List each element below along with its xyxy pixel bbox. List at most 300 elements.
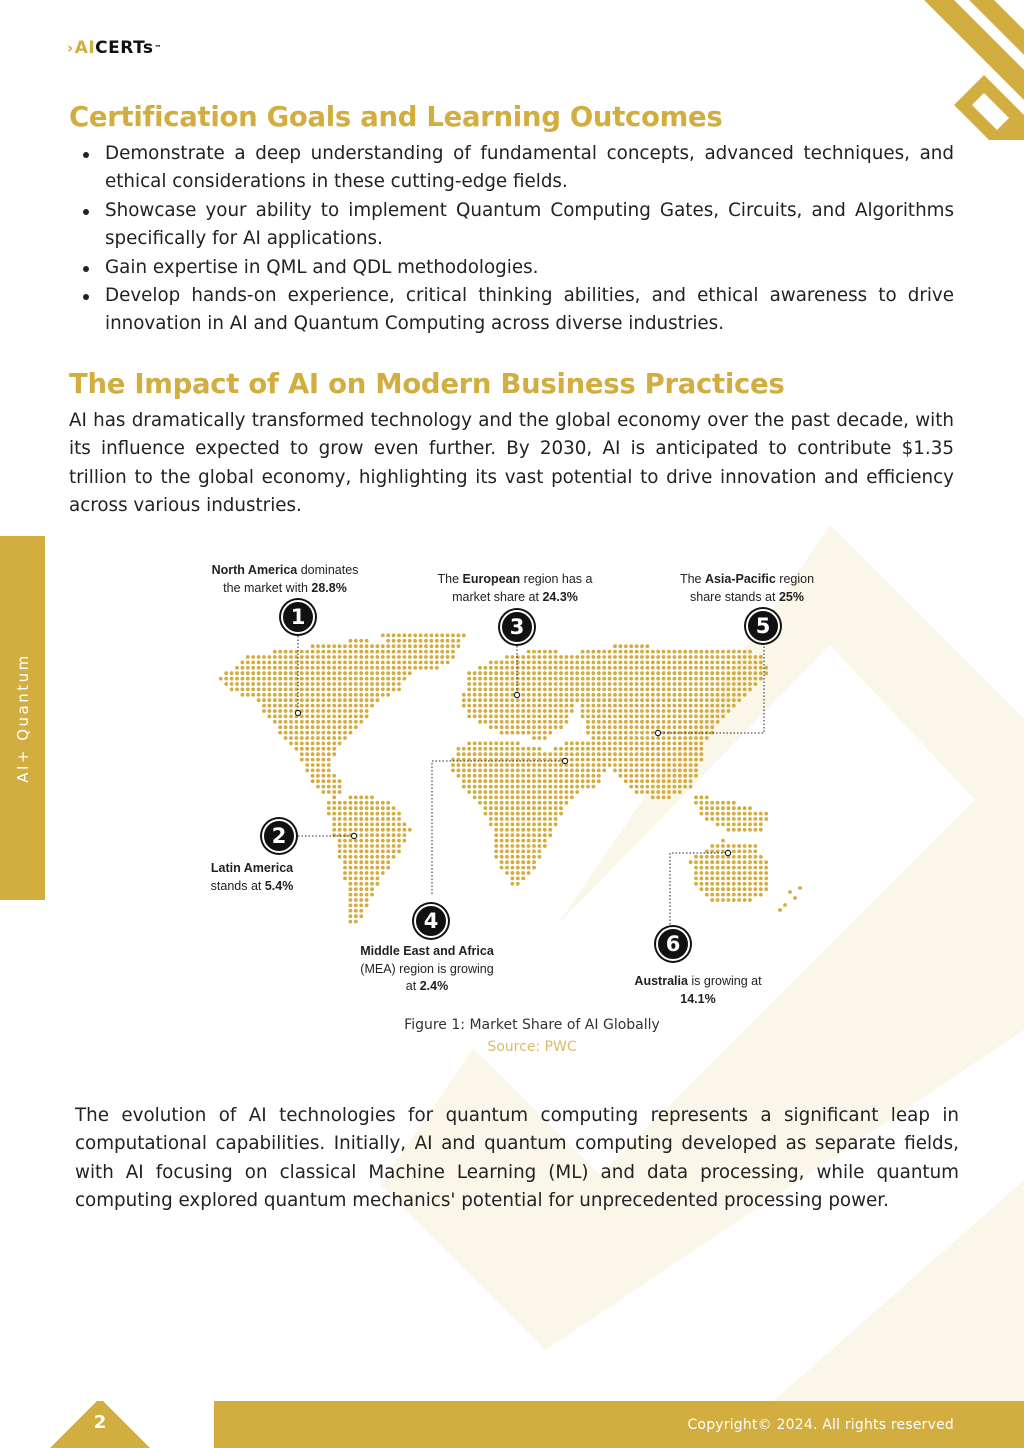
map-dot: [559, 812, 563, 816]
map-dot: [694, 704, 698, 708]
map-dot: [332, 666, 336, 670]
map-dot: [246, 671, 250, 675]
map-dot: [548, 752, 552, 756]
map-dot: [516, 855, 520, 859]
map-dot: [565, 682, 569, 686]
map-dot: [640, 790, 644, 794]
map-dot: [316, 688, 320, 692]
map-dot: [689, 769, 693, 773]
map-dot: [629, 758, 633, 762]
map-dot: [705, 709, 709, 713]
map-dot: [354, 904, 358, 908]
map-dot: [754, 850, 758, 854]
map-dot: [705, 688, 709, 692]
map-dot: [278, 677, 282, 681]
map-dot: [397, 655, 401, 659]
map-dot: [608, 661, 612, 665]
map-dot: [494, 693, 498, 697]
map-dot: [268, 688, 272, 692]
map-dot: [619, 704, 623, 708]
map-dot: [613, 655, 617, 659]
map-dot: [737, 693, 741, 697]
map-dot: [743, 893, 747, 897]
map-dot: [640, 774, 644, 778]
map-dot: [354, 715, 358, 719]
map-dot: [581, 758, 585, 762]
corner-chevron-decoration: [914, 0, 1024, 140]
map-dot: [548, 731, 552, 735]
map-dot: [764, 871, 768, 875]
map-dot: [397, 661, 401, 665]
map-dot: [640, 763, 644, 767]
map-dot: [673, 779, 677, 783]
map-dot: [646, 693, 650, 697]
map-dot: [548, 650, 552, 654]
map-dot: [500, 661, 504, 665]
map-dot: [640, 720, 644, 724]
map-dot: [386, 823, 390, 827]
map-dot: [359, 812, 363, 816]
map-dot: [705, 801, 709, 805]
map-dot: [343, 806, 347, 810]
map-dot: [716, 806, 720, 810]
map-dot: [311, 644, 315, 648]
map-dot: [322, 725, 326, 729]
map-dot: [640, 661, 644, 665]
map-dot: [408, 639, 412, 643]
map-dot: [332, 715, 336, 719]
map-dot: [354, 855, 358, 859]
map-dot: [548, 677, 552, 681]
map-dot: [397, 682, 401, 686]
map-dot: [284, 731, 288, 735]
map-dot: [721, 661, 725, 665]
map-dot: [338, 650, 342, 654]
map-dot: [257, 698, 261, 702]
map-dot: [629, 742, 633, 746]
map-dot: [322, 709, 326, 713]
map-dot: [327, 644, 331, 648]
map-dot: [349, 801, 353, 805]
map-dot: [678, 688, 682, 692]
map-dot: [424, 634, 428, 638]
map-dot: [710, 887, 714, 891]
map-dot: [754, 655, 758, 659]
map-dot: [538, 720, 542, 724]
map-dot: [678, 763, 682, 767]
map-dot: [494, 839, 498, 843]
map-dot: [662, 671, 666, 675]
map-dot: [376, 839, 380, 843]
map-dot: [354, 801, 358, 805]
map-dot: [327, 661, 331, 665]
map-dot: [662, 725, 666, 729]
map-dot: [570, 752, 574, 756]
map-dot: [737, 850, 741, 854]
map-dot: [359, 823, 363, 827]
map-dot: [349, 844, 353, 848]
map-dot: [386, 661, 390, 665]
map-dot: [548, 817, 552, 821]
map-dot: [392, 677, 396, 681]
map-dot: [694, 758, 698, 762]
map-dot: [651, 774, 655, 778]
map-dot: [700, 655, 704, 659]
map-dot: [489, 752, 493, 756]
map-dot: [327, 704, 331, 708]
map-dot: [332, 650, 336, 654]
map-dot: [311, 709, 315, 713]
map-dot: [343, 823, 347, 827]
map-dot: [408, 644, 412, 648]
map-dot: [300, 731, 304, 735]
map-dot: [305, 698, 309, 702]
map-dot: [289, 725, 293, 729]
map-dot: [602, 725, 606, 729]
map-dot: [646, 666, 650, 670]
map-dot: [386, 639, 390, 643]
map-dot: [478, 698, 482, 702]
map-dot: [349, 731, 353, 735]
map-dot: [732, 877, 736, 881]
map-dot: [322, 704, 326, 708]
map-dot: [783, 903, 787, 907]
map-dot: [629, 693, 633, 697]
map-dot: [683, 769, 687, 773]
map-dot: [570, 698, 574, 702]
map-dot: [635, 698, 639, 702]
map-dot: [359, 650, 363, 654]
map-dot: [565, 661, 569, 665]
map-dot: [527, 779, 531, 783]
leader-end-marker: [514, 692, 519, 697]
map-dot: [678, 736, 682, 740]
map-dot: [565, 698, 569, 702]
map-dot: [581, 677, 585, 681]
map-dot: [500, 769, 504, 773]
map-dot: [592, 731, 596, 735]
map-dot: [748, 823, 752, 827]
map-dot: [721, 871, 725, 875]
map-dot: [505, 709, 509, 713]
map-dot: [570, 779, 574, 783]
map-dot: [575, 682, 579, 686]
map-dot: [370, 828, 374, 832]
map-dot: [592, 715, 596, 719]
map-dot: [516, 877, 520, 881]
map-dot: [548, 682, 552, 686]
map-dot: [338, 790, 342, 794]
map-dot: [538, 752, 542, 756]
map-dot: [683, 688, 687, 692]
map-dot: [570, 742, 574, 746]
map-dot: [554, 817, 558, 821]
map-dot: [489, 661, 493, 665]
map-dot: [721, 812, 725, 816]
map-dot: [651, 796, 655, 800]
map-dot: [403, 639, 407, 643]
map-dot: [700, 855, 704, 859]
map-dot: [500, 709, 504, 713]
map-dot: [694, 661, 698, 665]
map-dot: [737, 844, 741, 848]
map-dot: [343, 720, 347, 724]
map-dot: [322, 677, 326, 681]
map-dot: [332, 779, 336, 783]
map-dot: [392, 655, 396, 659]
map-dot: [365, 796, 369, 800]
map-dot: [494, 671, 498, 675]
map-dot: [532, 844, 536, 848]
map-dot: [788, 890, 792, 894]
map-dot: [538, 790, 542, 794]
map-dot: [521, 731, 525, 735]
map-dot: [700, 661, 704, 665]
map-dot: [322, 720, 326, 724]
map-dot: [651, 715, 655, 719]
map-dot: [656, 704, 660, 708]
map-dot: [435, 644, 439, 648]
map-dot: [527, 763, 531, 767]
map-dot: [575, 790, 579, 794]
map-dot: [737, 860, 741, 864]
map-dot: [748, 661, 752, 665]
map-dot: [565, 747, 569, 751]
map-dot: [532, 698, 536, 702]
map-dot: [521, 769, 525, 773]
map-dot: [554, 720, 558, 724]
map-dot: [392, 671, 396, 675]
map-dot: [748, 671, 752, 675]
map-dot: [716, 715, 720, 719]
map-dot: [349, 887, 353, 891]
map-dot: [575, 769, 579, 773]
map-dot: [575, 698, 579, 702]
map-dot: [489, 812, 493, 816]
map-dot: [640, 731, 644, 735]
map-dot: [554, 682, 558, 686]
map-dot: [754, 671, 758, 675]
map-dot: [743, 817, 747, 821]
map-dot: [359, 801, 363, 805]
map-dot: [694, 752, 698, 756]
map-dot: [494, 844, 498, 848]
map-dot: [629, 752, 633, 756]
map-dot: [689, 671, 693, 675]
map-dot: [473, 693, 477, 697]
map-dot: [651, 688, 655, 692]
map-dot: [424, 655, 428, 659]
map-dot: [246, 677, 250, 681]
map-dot: [273, 677, 277, 681]
map-dot: [311, 693, 315, 697]
map-dot: [640, 666, 644, 670]
map-dot: [597, 671, 601, 675]
map-dot: [370, 882, 374, 886]
map-dot: [462, 747, 466, 751]
map-dot: [651, 752, 655, 756]
map-dot: [251, 677, 255, 681]
map-dot: [295, 725, 299, 729]
map-dot: [710, 698, 714, 702]
map-dot: [484, 763, 488, 767]
map-dot: [651, 758, 655, 762]
map-dot: [359, 877, 363, 881]
map-dot: [608, 731, 612, 735]
map-dot: [743, 666, 747, 670]
map-dot: [532, 720, 536, 724]
map-dot: [700, 866, 704, 870]
map-dot: [273, 682, 277, 686]
map-dot: [457, 644, 461, 648]
map-dot: [683, 747, 687, 751]
map-dot: [295, 736, 299, 740]
badge-5: 5: [746, 609, 780, 643]
map-dot: [667, 682, 671, 686]
map-dot: [511, 779, 515, 783]
map-dot: [759, 812, 763, 816]
map-dot: [743, 661, 747, 665]
map-dot: [505, 866, 509, 870]
map-dot: [732, 688, 736, 692]
map-dot: [721, 898, 725, 902]
map-dot: [592, 661, 596, 665]
map-dot: [678, 769, 682, 773]
map-dot: [300, 682, 304, 686]
map-dot: [673, 725, 677, 729]
map-dot: [322, 769, 326, 773]
map-dot: [586, 742, 590, 746]
map-dot: [230, 671, 234, 675]
map-dot: [667, 693, 671, 697]
map-dot: [467, 790, 471, 794]
map-dot: [527, 806, 531, 810]
map-dot: [349, 661, 353, 665]
map-dot: [500, 742, 504, 746]
map-dot: [554, 796, 558, 800]
map-dot: [224, 677, 228, 681]
map-dot: [489, 796, 493, 800]
map-dot: [349, 639, 353, 643]
map-dot: [532, 779, 536, 783]
map-dot: [332, 812, 336, 816]
map-dot: [678, 758, 682, 762]
map-dot: [727, 898, 731, 902]
map-dot: [651, 693, 655, 697]
map-dot: [359, 882, 363, 886]
map-dot: [597, 715, 601, 719]
map-dot: [656, 715, 660, 719]
map-dot: [505, 828, 509, 832]
map-dot: [511, 747, 515, 751]
map-dot: [451, 655, 455, 659]
map-dot: [397, 671, 401, 675]
map-dot: [489, 671, 493, 675]
map-dot: [521, 774, 525, 778]
map-dot: [311, 720, 315, 724]
map-dot: [354, 677, 358, 681]
map-dot: [721, 817, 725, 821]
map-dot: [532, 817, 536, 821]
map-dot: [559, 769, 563, 773]
map-dot: [381, 682, 385, 686]
map-dot: [316, 774, 320, 778]
map-dot: [673, 736, 677, 740]
map-dot: [710, 725, 714, 729]
map-dot: [694, 693, 698, 697]
map-dot: [494, 850, 498, 854]
map-dot: [597, 677, 601, 681]
map-dot: [397, 817, 401, 821]
map-dot: [403, 823, 407, 827]
map-dot: [305, 704, 309, 708]
map-dot: [678, 682, 682, 686]
map-dot: [716, 817, 720, 821]
map-dot: [548, 671, 552, 675]
map-dot: [716, 661, 720, 665]
map-dot: [667, 666, 671, 670]
map-dot: [727, 698, 731, 702]
map-dot: [500, 747, 504, 751]
map-dot: [419, 650, 423, 654]
map-dot: [700, 758, 704, 762]
map-dot: [516, 801, 520, 805]
map-dot: [332, 688, 336, 692]
map-dot: [543, 801, 547, 805]
map-dot: [376, 698, 380, 702]
map-dot: [689, 785, 693, 789]
map-dot: [359, 698, 363, 702]
map-dot: [273, 666, 277, 670]
map-dot: [500, 817, 504, 821]
map-dot: [349, 644, 353, 648]
map-dot: [716, 893, 720, 897]
map-dot: [327, 742, 331, 746]
map-dot: [532, 677, 536, 681]
map-dot: [759, 823, 763, 827]
map-dot: [327, 806, 331, 810]
map-dot: [592, 693, 596, 697]
map-dot: [349, 855, 353, 859]
map-dot: [305, 742, 309, 746]
map-dot: [602, 671, 606, 675]
map-dot: [700, 650, 704, 654]
map-dot: [338, 671, 342, 675]
map-dot: [376, 677, 380, 681]
map-dot: [316, 725, 320, 729]
map-dot: [727, 844, 731, 848]
map-dot: [300, 666, 304, 670]
map-dot: [532, 704, 536, 708]
map-dot: [673, 693, 677, 697]
map-dot: [489, 742, 493, 746]
map-dot: [532, 731, 536, 735]
map-dot: [597, 758, 601, 762]
map-dot: [619, 774, 623, 778]
map-dot: [365, 644, 369, 648]
map-dot: [527, 812, 531, 816]
map-dot: [311, 725, 315, 729]
map-dot: [640, 752, 644, 756]
map-dot: [311, 655, 315, 659]
map-dot: [543, 817, 547, 821]
map-dot: [559, 698, 563, 702]
map-dot: [268, 671, 272, 675]
map-dot: [332, 796, 336, 800]
map-dot: [305, 661, 309, 665]
map-dot: [516, 823, 520, 827]
map-dot: [759, 877, 763, 881]
